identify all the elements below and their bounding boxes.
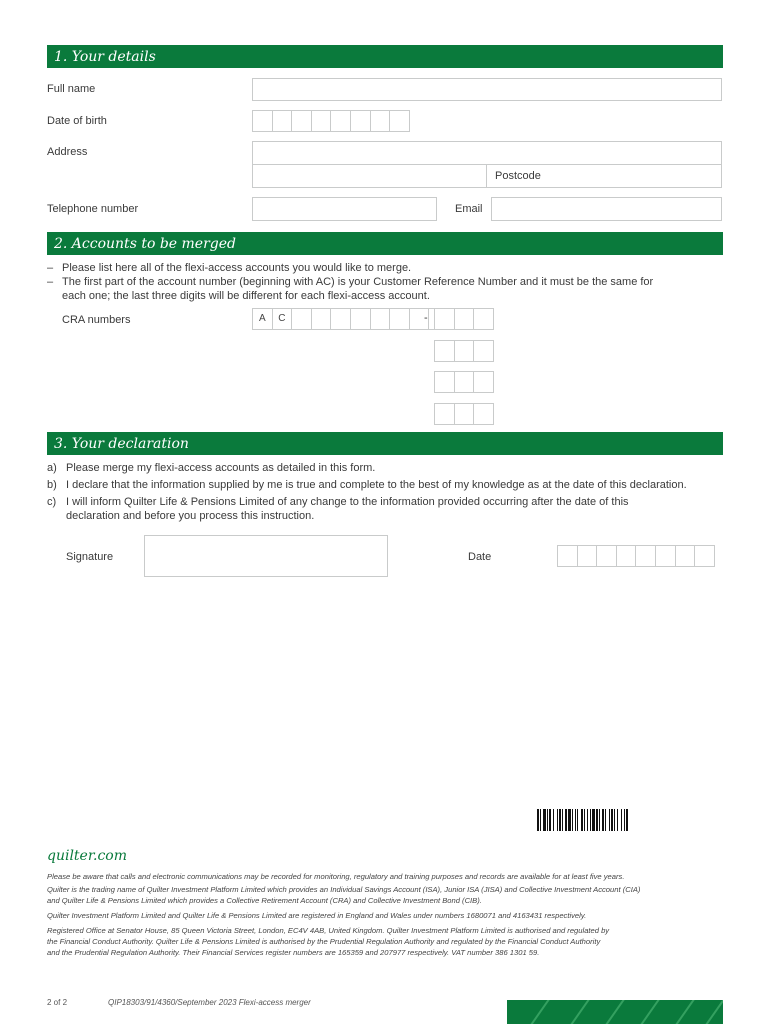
declaration-a-text: Please merge my flexi-access accounts as detailed in this form. xyxy=(66,462,376,474)
page-number: 2 of 2 xyxy=(47,998,68,1007)
dob-cell[interactable] xyxy=(272,110,293,132)
cra-number-field[interactable] xyxy=(252,308,449,330)
signature-field[interactable] xyxy=(144,535,388,577)
date-field[interactable] xyxy=(557,545,715,567)
full-name-field[interactable] xyxy=(252,78,722,101)
cra-suffix-field-4[interactable] xyxy=(434,403,494,425)
date-cell[interactable] xyxy=(675,545,696,567)
signature-label: Signature xyxy=(66,551,114,563)
address-label: Address xyxy=(47,146,88,158)
address-line-1-field[interactable] xyxy=(252,141,722,165)
legal-notice-4-line-2: the Financial Conduct Authority. Quilter Life & Pensions Limited is authorised by the Prudential Regulation Authority and regulated by the Financial Conduct Authority xyxy=(47,937,601,946)
date-cell[interactable] xyxy=(635,545,656,567)
date-cell[interactable] xyxy=(616,545,637,567)
date-cell[interactable] xyxy=(577,545,598,567)
declaration-c-marker: c) xyxy=(47,496,57,508)
dob-cell[interactable] xyxy=(330,110,351,132)
legal-notice-4-line-1: Registered Office at Senator House, 85 Queen Victoria Street, London, EC4V 4AB, United Kingdom. Quilter Investment Platform Limited is authorised and regulated by xyxy=(47,926,610,935)
dob-cell[interactable] xyxy=(389,110,410,132)
legal-notice-4-line-3: and the Prudential Regulation Authority. Their Financial Services register numbers are 165359 and 207977 respectively. VAT number 386 1301 59. xyxy=(47,948,540,957)
cra-suffix-cell[interactable] xyxy=(434,403,455,425)
cra-cell[interactable] xyxy=(389,308,410,330)
date-cell[interactable] xyxy=(655,545,676,567)
cra-prefix-a: A xyxy=(252,308,273,330)
date-cell[interactable] xyxy=(596,545,617,567)
dob-cell[interactable] xyxy=(350,110,371,132)
dob-label: Date of birth xyxy=(47,115,107,127)
dob-field[interactable] xyxy=(252,110,410,132)
cra-suffix-cell[interactable] xyxy=(454,371,475,393)
cra-suffix-cell[interactable] xyxy=(434,371,455,393)
date-cell[interactable] xyxy=(557,545,578,567)
dob-cell[interactable] xyxy=(291,110,312,132)
legal-notice-1: Please be aware that calls and electronic communications may be recorded for monitoring, regulatory and training purposes and records are available for at least five years. xyxy=(47,872,625,881)
cra-suffix-cell[interactable] xyxy=(473,308,494,330)
declaration-b-text: I declare that the information supplied by me is true and complete to the best of my knowledge as at the date of this declaration. xyxy=(66,479,687,491)
dob-cell[interactable] xyxy=(252,110,273,132)
legal-notice-2-line-2: and Quilter Life & Pensions Limited which provides a Collective Retirement Account (CRA) and Collective Investment Bond (CIB). xyxy=(47,896,482,905)
cra-suffix-cell[interactable] xyxy=(434,340,455,362)
cra-suffix-cell[interactable] xyxy=(454,340,475,362)
dob-cell[interactable] xyxy=(370,110,391,132)
cra-suffix-cell[interactable] xyxy=(473,371,494,393)
declaration-c-text-line-1: I will inform Quilter Life & Pensions Limited of any change to the information provided occurring after the date of this xyxy=(66,496,629,508)
bullet-dash-1: – xyxy=(47,262,54,274)
postcode-label: Postcode xyxy=(495,170,541,182)
date-cell[interactable] xyxy=(694,545,715,567)
email-label: Email xyxy=(455,203,483,215)
cra-prefix-c: C xyxy=(272,308,293,330)
section-1-header: 1. Your details xyxy=(47,45,723,68)
bullet-2-text-line-2: each one; the last three digits will be different for each flexi-access account. xyxy=(62,290,430,302)
brand-link[interactable]: quilter.com xyxy=(47,848,127,864)
cra-suffix-cell[interactable] xyxy=(454,403,475,425)
telephone-label: Telephone number xyxy=(47,203,139,215)
brand-corner-graphic xyxy=(507,1000,723,1024)
bullet-dash-2: – xyxy=(47,276,54,288)
telephone-field[interactable] xyxy=(252,197,437,221)
declaration-b-marker: b) xyxy=(47,479,57,491)
declaration-c-text-line-2: declaration and before you process this instruction. xyxy=(66,510,315,522)
date-label: Date xyxy=(468,551,492,563)
section-3-header: 3. Your declaration xyxy=(47,432,723,455)
legal-notice-2-line-1: Quilter is the trading name of Quilter Investment Platform Limited which provides an Individual Savings Account (ISA), Junior ISA (JISA) and Collective Investment Account (CIA) xyxy=(47,885,641,894)
legal-notice-3: Quilter Investment Platform Limited and Quilter Life & Pensions Limited are registered in England and Wales under numbers 1680071 and 4163431 respectively. xyxy=(47,911,587,920)
cra-suffix-cell[interactable] xyxy=(473,403,494,425)
cra-cell[interactable] xyxy=(350,308,371,330)
full-name-label: Full name xyxy=(47,83,96,95)
email-field[interactable] xyxy=(491,197,722,221)
cra-dash: - xyxy=(424,312,428,324)
cra-cell[interactable] xyxy=(370,308,391,330)
cra-suffix-cell[interactable] xyxy=(473,340,494,362)
declaration-a-marker: a) xyxy=(47,462,57,474)
cra-cell[interactable] xyxy=(291,308,312,330)
cra-suffix-field-3[interactable] xyxy=(434,371,494,393)
dob-cell[interactable] xyxy=(311,110,332,132)
cra-cell[interactable] xyxy=(330,308,351,330)
cra-suffix-field-2[interactable] xyxy=(434,340,494,362)
address-line-2-field[interactable] xyxy=(252,164,487,188)
bullet-2-text-line-1: The first part of the account number (beginning with AC) is your Customer Reference Number and it must be the same for xyxy=(62,276,654,288)
cra-cell[interactable] xyxy=(311,308,332,330)
bullet-1-text: Please list here all of the flexi-access accounts you would like to merge. xyxy=(62,262,412,274)
postcode-field[interactable] xyxy=(486,164,722,188)
section-2-header: 2. Accounts to be merged xyxy=(47,232,723,255)
cra-suffix-cell[interactable] xyxy=(454,308,475,330)
cra-suffix-field-1[interactable] xyxy=(434,308,494,330)
cra-numbers-label: CRA numbers xyxy=(62,314,131,326)
form-reference: QIP18303/91/4360/September 2023 Flexi-access merger xyxy=(108,998,311,1007)
barcode-icon xyxy=(537,809,723,831)
cra-suffix-cell[interactable] xyxy=(434,308,455,330)
